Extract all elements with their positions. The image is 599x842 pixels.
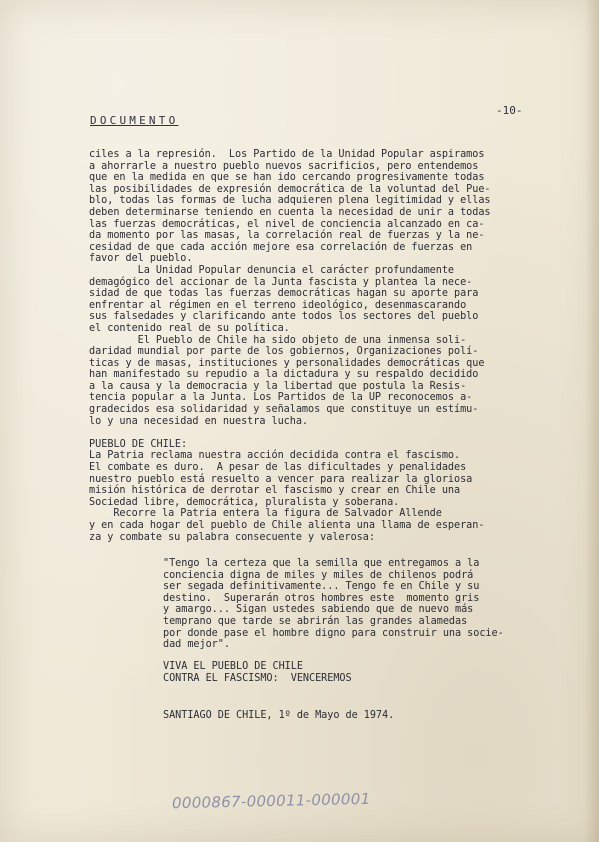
document-label: DOCUMENTO: [90, 114, 179, 127]
text-line: sidad de que todas las fuerzas democráticas hagan su aporte para: [89, 288, 479, 300]
text-line: Recorre la Patria entera la figura de Salvador Allende: [89, 508, 442, 520]
page-number: -10-: [496, 104, 523, 117]
text-line: ticas y de masas, instituciones y personalidades democráticas que: [89, 357, 485, 369]
page-edge-shadow: [585, 0, 599, 842]
text-line: demagógico del accionar de la Junta fascista y plantea la nece-: [89, 276, 473, 288]
quote-line: temprano que tarde se abrirán las grandes alamedas: [163, 615, 468, 627]
text-line: blo, todas las formas de lucha adquieren plena legitimidad y ellas: [89, 195, 491, 207]
text-line: da momento por las masas, la correlación real de fuerzas y la ne-: [89, 230, 485, 242]
text-line: lo y una necesidad en nuestra lucha.: [89, 415, 309, 427]
text-line: za y combate su palabra consecuente y valerosa:: [89, 531, 375, 543]
text-line: sus falsedades y clarificando ante todos los sectores del pueblo: [89, 311, 479, 323]
text-line: favor del pueblo.: [89, 253, 193, 265]
text-line: gradecidos esa solidaridad y señalamos que constituye un estímu-: [89, 404, 479, 416]
quote-line: ser segada definitivamente... Tengo fe en Chile y su: [163, 581, 480, 593]
paragraph-1: [89, 149, 541, 265]
text-line: y en cada hogar del pueblo de Chile alienta una llama de esperan-: [89, 520, 485, 531]
text-line: Sociedad libre, democrática, pluralista y soberana.: [89, 496, 400, 508]
date-text: SANTIAGO DE CHILE, 1º de Mayo de 1974.: [163, 710, 395, 721]
text-line: misión histórica de derrotar el fascismo y crear en Chile una: [89, 485, 461, 497]
place-date-line: [163, 710, 394, 722]
section-heading: PUEBLO DE CHILE:: [89, 438, 188, 450]
text-line: a ahorrarle a nuestro pueblo nuevos sacrificios, pero entendemos: [89, 160, 479, 172]
archive-stamp-code: 0000867-000011-000001: [171, 789, 371, 813]
text-line: El Pueblo de Chile ha sido objeto de una inmensa soli-: [89, 334, 467, 346]
paragraph-3: [89, 335, 541, 428]
text-line: daridad mundial por parte de los gobiernos, Organizaciones polí-: [89, 346, 479, 358]
text-line: que en la medida en que se han ido cercando progresivamente todas: [89, 172, 485, 184]
text-line: han manifestado su repudio a la dictadura y su respaldo decidido: [89, 369, 479, 381]
quote-line: y amargo... Sigan ustedes sabiendo que de nuevo más: [163, 604, 474, 616]
text-line: cesidad de que cada acción mejore esa correlación de fuerzas en: [89, 241, 473, 253]
text-line: ciles a la represión. Los Partido de la Unidad Popular aspiramos: [89, 149, 485, 160]
quote-line: "Tengo la certeza que la semilla que entregamos a la: [163, 558, 480, 569]
text-line: a la causa y la democracia y la libertad que postula la Resis-: [89, 380, 467, 392]
quote-line: conciencia digna de miles y miles de chilenos podrá: [163, 569, 474, 581]
allende-quote: [163, 558, 543, 651]
text-line: tencia popular a la Junta. Los Partidos de la UP reconocemos a-: [89, 392, 473, 404]
text-line: La Patria reclama nuestra acción decidida contra el fascismo.: [89, 450, 461, 462]
paragraph-2: [89, 265, 541, 335]
text-line: las posibilidades de expresión democrática de la voluntad del Pue-: [89, 183, 491, 195]
slogan-line: VIVA EL PUEBLO DE CHILE: [163, 661, 303, 672]
text-line: El combate es duro. A pesar de las dificultades y penalidades: [89, 462, 467, 474]
quote-line: por donde pase el hombre digno para construir una socie-: [163, 627, 504, 639]
body-text: [89, 149, 541, 543]
quote-line: destino. Superarán otros hombres este momento gris: [163, 592, 480, 604]
text-line: las fuerzas democráticas, el nivel de conciencia alcanzado en ca-: [89, 218, 485, 230]
text-line: nuestro pueblo está resuelto a vencer para realizar la gloriosa: [89, 473, 473, 485]
blank-line: [89, 427, 541, 439]
text-line: enfrentar al régimen en el terreno ideológico, desenmascarando: [89, 299, 467, 311]
text-line: el contenido real de su política.: [89, 322, 290, 334]
text-line: deben determinarse teniendo en cuenta la necesidad de unir a todas: [89, 206, 491, 218]
quote-line: dad mejor".: [163, 639, 230, 651]
slogan-line: CONTRA EL FASCISMO: VENCEREMOS: [163, 672, 352, 684]
paragraph-4: [89, 450, 541, 543]
closing-slogans: [163, 661, 352, 684]
text-line: La Unidad Popular denuncia el carácter profundamente: [89, 264, 455, 276]
